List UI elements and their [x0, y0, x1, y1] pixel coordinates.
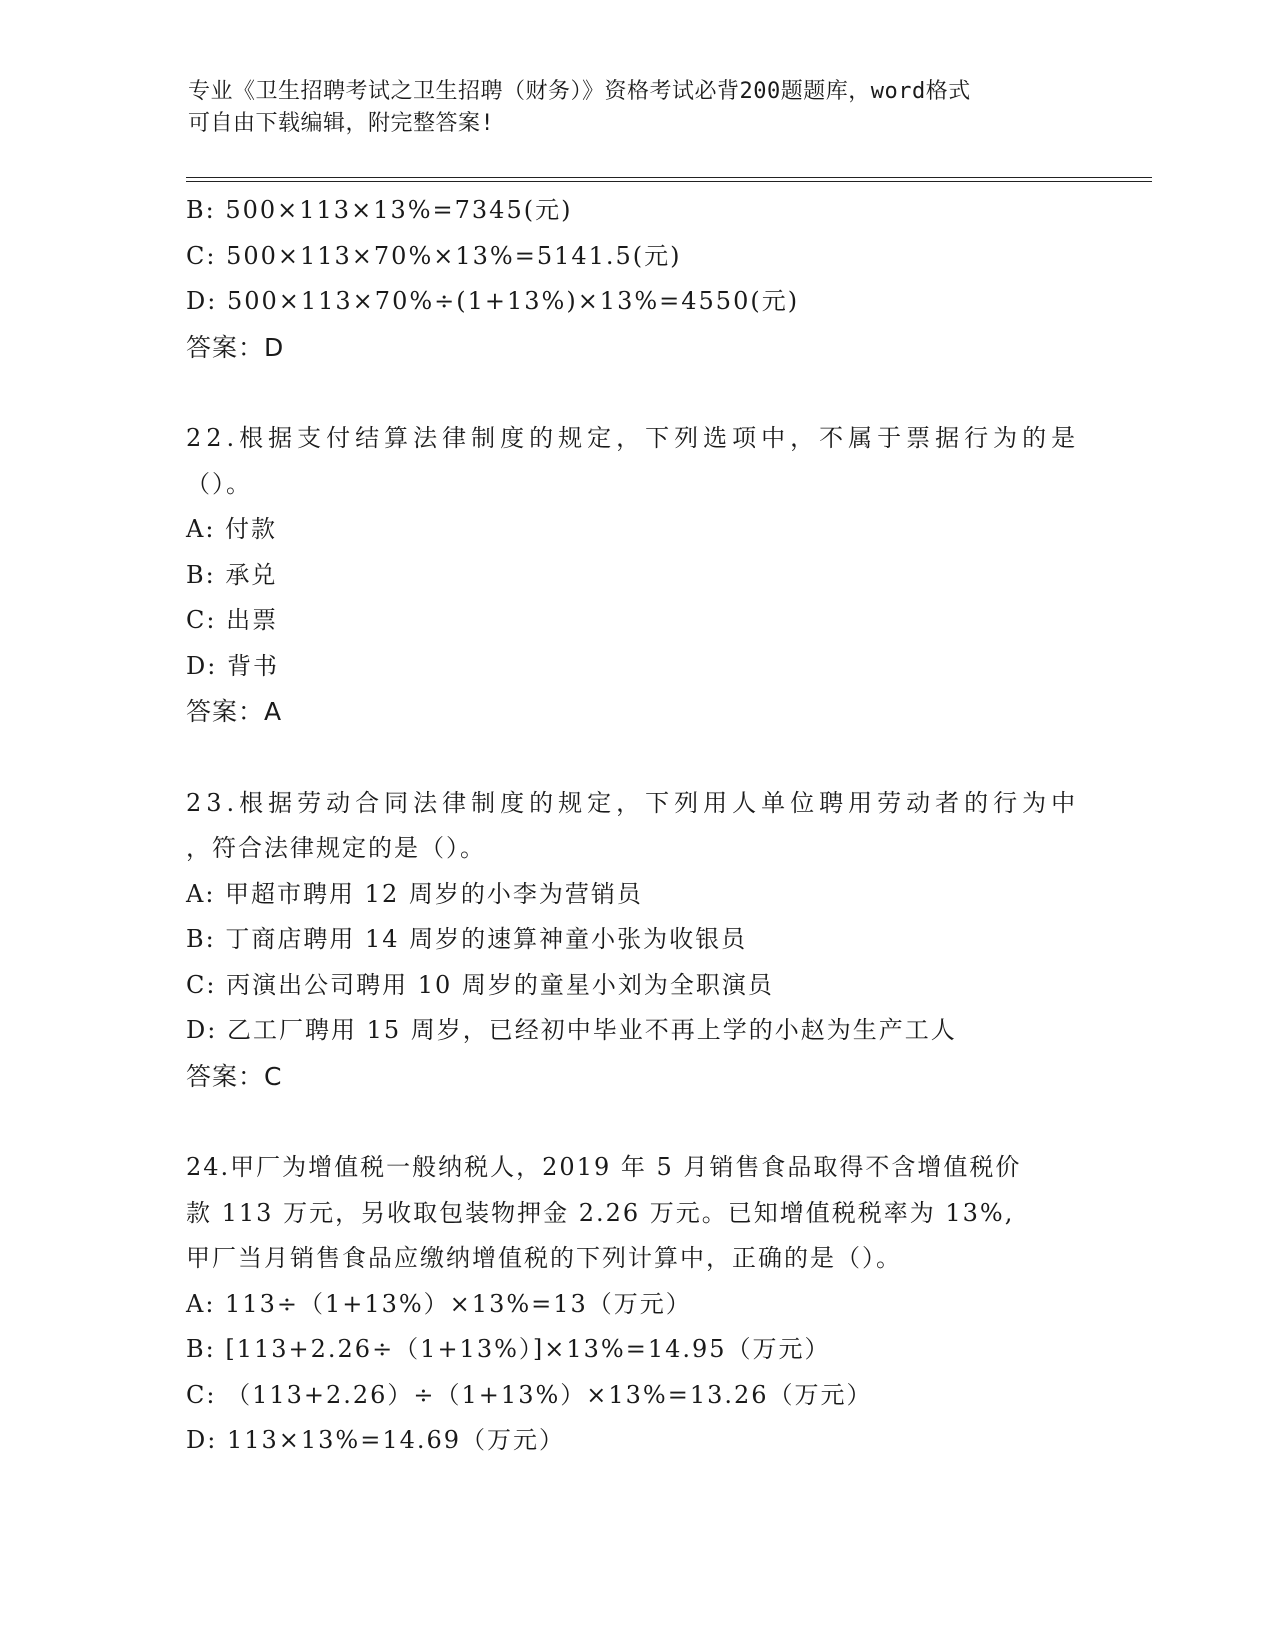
header-title-line1: 专业《卫生招聘考试之卫生招聘（财务）》资格考试必背200题题库，word格式 — [188, 79, 971, 104]
question-stem-continued: 款 113 万元，另收取包装物押金 2.26 万元。已知增值税税率为 13%, — [186, 1198, 1015, 1227]
question-stem-continued: 甲厂当月销售食品应缴纳增值税的下列计算中，正确的是（）。 — [186, 1244, 902, 1272]
question-23 — [186, 781, 1086, 1100]
answer-label: 答案：C — [186, 1061, 283, 1091]
option-c: C: 出票 — [186, 606, 279, 634]
question-stem: 22.根据支付结算法律制度的规定，下列选项中，不属于票据行为的是 — [186, 424, 1081, 452]
question-stem-continued: ，符合法律规定的是（）。 — [186, 834, 486, 862]
option-b: B: 承兑 — [186, 560, 278, 589]
option-a: A: 113÷（1+13%）×13%=13（万元） — [186, 1289, 692, 1318]
header-title-line2: 可自由下载编辑，附完整答案! — [188, 111, 495, 136]
option-c: C: （113+2.26）÷（1+13%）×13%=13.26（万元） — [186, 1380, 873, 1409]
option-c: C: 500×113×70%×13%=5141.5(元) — [186, 241, 682, 270]
question-stem: 24.甲厂为增值税一般纳税人，2019 年 5 月销售食品取得不含增值税价 — [186, 1153, 1022, 1181]
question-24 — [186, 1145, 1086, 1464]
option-a: A: 付款 — [186, 515, 278, 543]
option-b: B: [113+2.26÷（1+13%）]×13%=14.95（万元） — [186, 1335, 831, 1363]
question-gap — [186, 370, 1086, 416]
question-content — [186, 188, 1086, 1464]
option-b: B: 500×113×13%=7345(元) — [186, 196, 573, 224]
option-d: D: 500×113×70%÷(1+13%)×13%=4550(元) — [186, 287, 800, 315]
option-d: D: 背书 — [186, 651, 279, 680]
header-divider-bottom — [186, 181, 1152, 182]
question-gap — [186, 735, 1086, 781]
option-c: C: 丙演出公司聘用 10 周岁的童星小刘为全职演员 — [186, 970, 774, 999]
option-a: A: 甲超市聘用 12 周岁的小李为营销员 — [186, 879, 643, 908]
question-stem-continued: （）。 — [186, 469, 252, 498]
question-stem: 23.根据劳动合同法律制度的规定，下列用人单位聘用劳动者的行为中 — [186, 788, 1081, 817]
option-b: B: 丁商店聘用 14 周岁的速算神童小张为收银员 — [186, 925, 748, 953]
page-header — [188, 76, 1088, 140]
header-divider-top — [186, 177, 1152, 178]
answer-label: 答案：A — [186, 697, 283, 726]
question-21 — [186, 188, 1086, 370]
answer-label: 答案：D — [186, 332, 285, 362]
question-gap — [186, 1099, 1086, 1145]
question-22 — [186, 416, 1086, 735]
option-d: D: 113×13%=14.69（万元） — [186, 1426, 566, 1454]
option-d: D: 乙工厂聘用 15 周岁，已经初中毕业不再上学的小赵为生产工人 — [186, 1016, 957, 1044]
